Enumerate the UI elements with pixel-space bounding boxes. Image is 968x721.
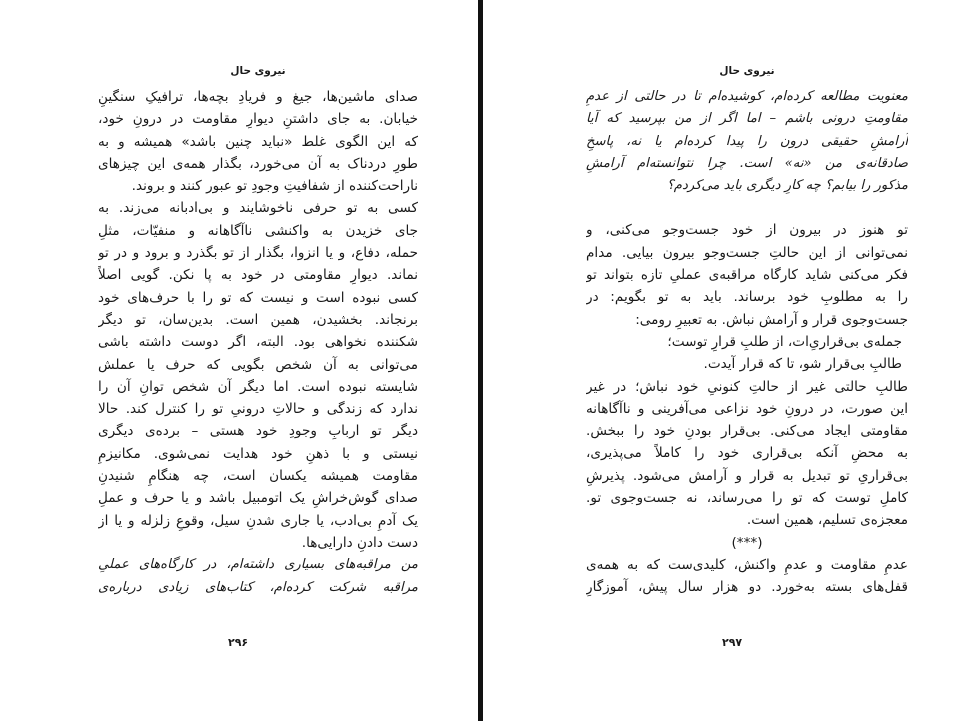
book-gutter xyxy=(478,0,483,721)
text-line: طورِ دردناک به آن می‌خورد، بگذار همه‌ی این چیزهای xyxy=(98,155,418,172)
text-line: فکر می‌کنی شاید کارگاه مراقبه‌ی عملیِ تازه بتواند تو xyxy=(586,267,908,284)
text-line: شایسته نبوده است. اما دیگر آن شخص توانِ آن را xyxy=(98,378,418,395)
text-line: قفل‌های بسته به‌خورد. دو هزار سال پیش، آموزگارِ xyxy=(586,579,908,596)
text-line: معنویت مطالعه کرده‌ام، کوشیده‌ام تا در حالتی از عدمِ xyxy=(586,89,908,104)
text-line: من مراقبه‌های بسیاری داشته‌ام، در کارگاه‌های عملیِ xyxy=(98,557,418,573)
text-line: تو هنوز در بیرون از خود جست‌وجو می‌کنی، و xyxy=(586,222,908,239)
text-line: می‌توانی به آن شخص بگویی که حرف یا عملش xyxy=(98,356,418,373)
text-line: بی‌قراریِ تو تبدیل به قرار و آرامش می‌شود. پذیرشِ xyxy=(586,467,908,484)
text-line: دست دادنِ دارایی‌ها. xyxy=(301,534,418,551)
text-line: ناراحت‌کننده از شفافیتِ وجودِ تو عبور کنند و بروند. xyxy=(131,178,418,195)
text-line: یک آدمِ بی‌ادب، یا جاری شدنِ سیل، وقوعِ زلزله و یا از xyxy=(98,512,418,529)
verse-line: جمله‌ی بی‌قراریِ‌ات، از طلبِ قرارِ توست؛ xyxy=(667,333,902,350)
verse-line: طالبِ بی‌قرار شو، تا که قرار آیدت. xyxy=(703,356,902,373)
text-line: کاملِ توست که تو را می‌رساند، نه جست‌وجوی تو. xyxy=(586,490,908,507)
text-line: شکننده نخواهی بود. البته، اگر دوست داشته باشی xyxy=(98,334,418,351)
text-line: کسی نبوده است و نیست که تو را با حرف‌های خود xyxy=(98,289,418,306)
text-line: جای خزیدن به واکنشی ناآگاهانه و منفیّات، مثلِ xyxy=(98,222,418,239)
text-line: ندارد که زندگی و حالاتِ درونیِ تو را کنترل کند. حالا xyxy=(98,401,418,418)
left-page-body xyxy=(98,86,418,599)
text-line: مقاومت همیشه یکسان است، چه هنگامِ شنیدنِ xyxy=(98,468,418,485)
text-line: معجزه‌ی تسلیم، همین است. xyxy=(746,512,908,529)
text-line: که این الگوی غلط «نباید چنین باشد» همیشه و به xyxy=(98,133,418,150)
text-line: صدای گوش‌خراشِ یک اتومبیل باشد و یا حرف و عملِ xyxy=(98,490,418,507)
text-line: دیگر تو اربابِ وجودِ خود هستی – برده‌ی دیگری xyxy=(98,423,418,440)
text-line: نماند. دیوارِ مقاومتی در خود به پا نکن. گویی اصلاً xyxy=(98,267,418,284)
text-line: برنجاند. بخشیدن، همین است. بدین‌سان، تو دیگر xyxy=(98,311,418,328)
text-line: جست‌وجوی قرار و آرامش نباش. به تعبیرِ رومی: xyxy=(635,311,908,328)
text-line: کسی به تو حرفی ناخوشایند و بی‌ادبانه می‌زند. به xyxy=(98,200,418,217)
text-line: صادقانه‌ی من «نه» است. چرا نتوانسته‌ام آرامشِ xyxy=(586,155,908,171)
text-line: صدای ماشین‌ها، جیغ و فریادِ بچه‌ها، ترافیکِ سنگینِ xyxy=(98,89,418,105)
paragraph-spacer xyxy=(586,197,908,219)
text-line: طالبِ حالتی غیر از حالتِ کنونیِ خود نباش؛ در غیر xyxy=(586,378,908,395)
text-line: آرامشِ حقیقی درون را پیدا کرده‌ام یا نه، پاسخِ xyxy=(586,133,908,149)
right-page xyxy=(586,64,908,599)
text-line: مقاومتِ درونی باشم – اما اگر از من بپرسید که آیا xyxy=(586,111,908,127)
text-line: عدمِ مقاومت و عدمِ واکنش، کلیدی‌ست که به همه‌ی xyxy=(586,556,908,573)
text-line: مذکور را بیابم؟ چه کارِ دیگری باید می‌کردم؟ xyxy=(666,178,908,194)
right-page-number: ۲۹۷ xyxy=(722,636,743,649)
text-line: را به مطلوبِ خود برساند. باید به تو بگویم: در xyxy=(586,289,908,306)
section-break: (***) xyxy=(731,534,763,551)
left-running-head: نیروی حال xyxy=(230,65,286,77)
text-line: این صورت، در درونِ خود نزاعی می‌آفرینی و ناآگاهانه xyxy=(586,400,908,417)
text-line: حمله، دفاع، و یا انزوا، بگذار از تو بگذرد و برود و در تو xyxy=(98,245,418,262)
left-page xyxy=(98,64,418,599)
text-line: نیستی و با ذهنِ خود هدایت نمی‌شوی. مکانیزمِ xyxy=(98,445,418,462)
right-page-body xyxy=(586,86,908,599)
text-line: مراقبه شرکت کرده‌ام، کتاب‌های زیادی درباره‌ی xyxy=(98,579,418,595)
right-running-head: نیروی حال xyxy=(719,65,775,77)
text-line: به محضِ آنکه بی‌قراری خود را کاملاً می‌پذیری، xyxy=(586,445,908,462)
text-line: نمی‌توانی از این حالتِ جست‌وجو بیرون بیایی. مدام xyxy=(586,244,908,261)
left-page-number: ۲۹۶ xyxy=(228,636,249,649)
text-line: خیابان. به جای داشتنِ دیوارِ مقاومت در درونِ خود، xyxy=(98,111,418,128)
text-line: مقاومتی ایجاد می‌کنی. بی‌قرار بودنِ خود را ببخش. xyxy=(586,423,908,440)
